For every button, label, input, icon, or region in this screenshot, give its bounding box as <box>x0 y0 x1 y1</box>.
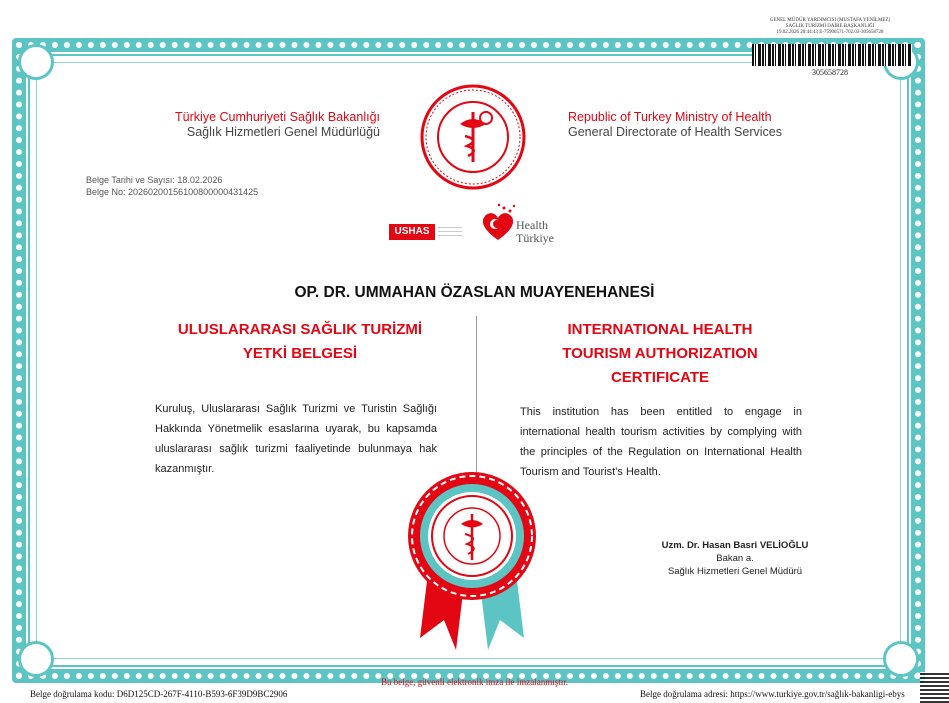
qr-code <box>920 672 949 703</box>
signatory-block <box>620 539 850 578</box>
corner-ornament-bottom-left <box>18 641 54 677</box>
institution-name: OP. DR. UMMAHAN ÖZASLAN MUAYENEHANESİ <box>294 284 655 301</box>
certificate-body-en: This institution has been entitled to engage in international health tourism activities by complying with the principles of the Regulation on International Health Tourism and Tourist’s Health. <box>520 406 802 478</box>
corner-ornament-top-left <box>18 44 54 80</box>
ministry-name-en <box>568 110 868 140</box>
title-en-line1: INTERNATIONAL HEALTH <box>567 321 753 338</box>
ministry-name-tr <box>118 110 380 140</box>
title-tr-line2: YETKİ BELGESİ <box>242 345 358 362</box>
certificate-body-tr: Kuruluş, Uluslararası Sağlık Turizmi ve Turistin Sağlığı Hakkında Yönetmelik esaslarına uyarak, bu kapsamda uluslararası sağlık turizmi faaliyetinde bulunmaya hak kazanmıştır. <box>155 403 437 475</box>
stamp-line-2: SAĞLIK TURİZMİ DAİRE BAŞKANLIĞI <box>785 24 875 29</box>
esign-note: Bu belge, güvenli elektronik imza ile imzalanmıştır. <box>381 677 568 687</box>
barcode-number: 305658728 <box>812 68 848 77</box>
corner-ornament-bottom-right <box>883 641 919 677</box>
document-meta <box>86 174 258 198</box>
stamp-line-1: GENEL MÜDÜR YARDIMCISI (MUSTAFA YENİLMEZ) <box>769 18 891 23</box>
ministry-seal-logo <box>420 84 526 190</box>
title-en-line2: TOURISM AUTHORIZATION <box>562 345 758 362</box>
signatory-name: Uzm. Dr. Hasan Basri VELİOĞLU <box>661 540 809 551</box>
certificate-title-tr <box>125 318 475 366</box>
health-turkiye-logo-text <box>516 219 554 245</box>
certificate-rosette-seal <box>392 470 552 656</box>
esign-stamp <box>745 18 915 36</box>
signatory-line2: Bakan a. <box>716 553 754 564</box>
title-en-line3: CERTIFICATE <box>610 369 710 386</box>
ht-logo-line2: Türkiye <box>516 231 554 245</box>
ministry-en-line1: Republic of Turkey Ministry of Health <box>568 110 772 124</box>
document-date-number: Belge Tarihi ve Sayısı: 18.02.2026 <box>86 175 223 185</box>
verification-address[interactable]: Belge doğrulama adresi: https://www.turkiye.gov.tr/sağlık-bakanligi-ebys <box>640 689 905 699</box>
verification-code: Belge doğrulama kodu: D6D125CD-267F-4110-B593-6F39D9BC2906 <box>30 689 288 699</box>
signatory-title: Sağlık Hizmetleri Genel Müdürü <box>667 566 803 577</box>
certificate-title-en <box>490 318 830 390</box>
column-divider <box>476 316 477 494</box>
document-number: Belge No: 20260200156100800000431425 <box>86 187 259 197</box>
ht-logo-line1: Health <box>516 218 548 232</box>
ushas-logo-subtext <box>438 224 462 236</box>
ministry-tr-line2: Sağlık Hizmetleri Genel Müdürlüğü <box>186 125 380 139</box>
title-tr-line1: ULUSLARARASI SAĞLIK TURİZMİ <box>177 321 423 338</box>
ministry-en-line2: General Directorate of Health Services <box>568 125 782 139</box>
barcode <box>752 44 912 66</box>
health-turkiye-heart-icon <box>478 202 518 246</box>
ushas-logo: USHAS <box>389 224 435 240</box>
stamp-line-3: 19.02.2026 20:44:43 E-75900571-702.03-305658728 <box>776 30 884 35</box>
ministry-tr-line1: Türkiye Cumhuriyeti Sağlık Bakanlığı <box>175 110 380 124</box>
